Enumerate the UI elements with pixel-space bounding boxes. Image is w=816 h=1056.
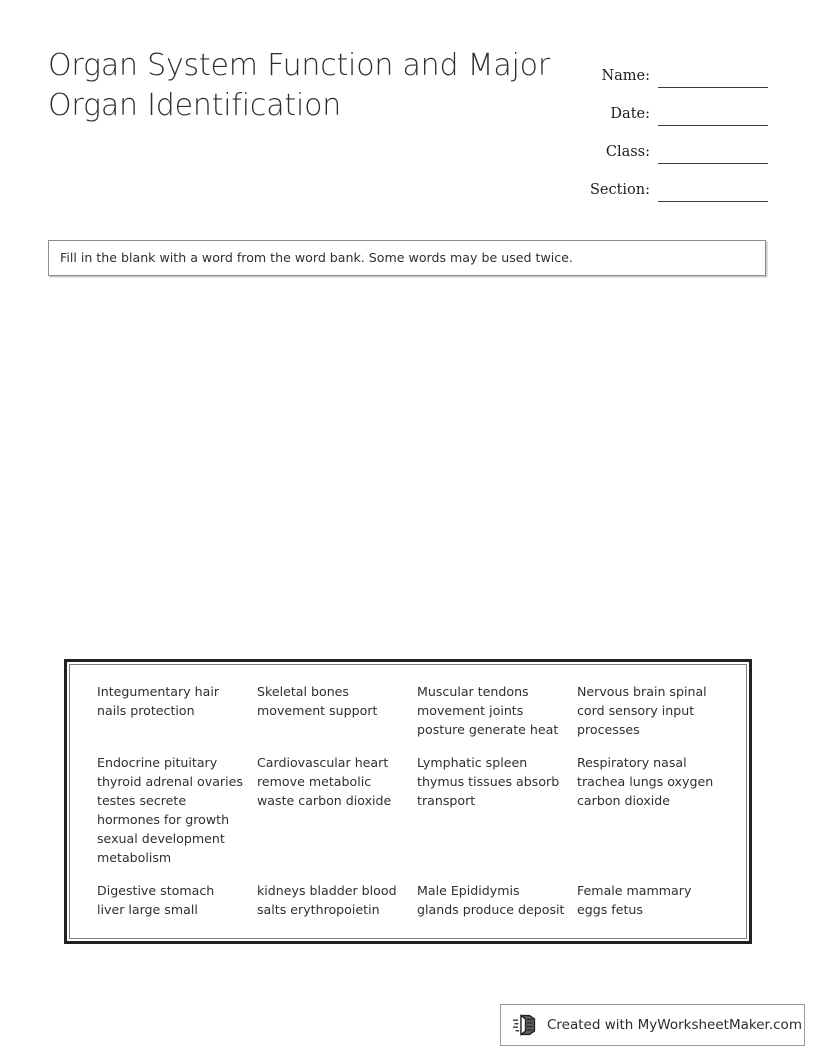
class-input-line[interactable]	[658, 141, 768, 164]
word-bank-cell[interactable]: Digestive stomach liver large small	[97, 883, 215, 917]
date-input-line[interactable]	[658, 103, 768, 126]
word-bank-cell[interactable]: Lymphatic spleen thymus tissues absorb transport	[417, 755, 560, 808]
word-bank	[64, 659, 752, 944]
word-bank-cell[interactable]: Respiratory nasal trachea lungs oxygen carbon dioxide	[577, 755, 714, 808]
word-bank-row	[70, 746, 746, 874]
word-bank-inner	[69, 664, 747, 939]
name-input-line[interactable]	[658, 65, 768, 88]
word-bank-row	[70, 874, 746, 926]
student-info-fields	[548, 50, 768, 202]
word-bank-cell[interactable]: Nervous brain spinal cord sensory input processes	[577, 684, 707, 737]
section-input-line[interactable]	[658, 179, 768, 202]
word-bank-row	[70, 675, 746, 746]
footer-attribution-text: Created with MyWorksheetMaker.com	[547, 1017, 802, 1033]
meta-row-name	[548, 50, 768, 88]
word-bank-cell[interactable]: Skeletal bones movement support	[257, 684, 378, 718]
meta-row-class	[548, 126, 768, 164]
page-title: Organ System Function and Major Organ Identification	[48, 48, 550, 123]
word-bank-cell[interactable]: Muscular tendons movement joints posture generate heat	[417, 684, 559, 737]
worksheet-answer-area[interactable]	[48, 290, 766, 650]
section-label: Section:	[589, 182, 650, 198]
word-bank-cell[interactable]: Male Epididymis glands produce deposit	[417, 883, 565, 917]
footer-attribution-badge[interactable]	[500, 1004, 805, 1046]
word-bank-cell[interactable]: Female mammary eggs fetus	[577, 883, 692, 917]
meta-row-section	[548, 164, 768, 202]
instruction-box	[48, 240, 766, 276]
name-label: Name:	[601, 68, 650, 84]
instruction-text: Fill in the blank with a word from the word bank. Some words may be used twice.	[60, 250, 573, 265]
word-bank-cell[interactable]: Integumentary hair nails protection	[97, 684, 220, 718]
word-bank-cell[interactable]: Cardiovascular heart remove metabolic waste carbon dioxide	[257, 755, 392, 808]
date-label: Date:	[610, 106, 650, 122]
worksheet-maker-logo-icon	[513, 1013, 539, 1037]
meta-row-date	[548, 88, 768, 126]
word-bank-cell[interactable]: Endocrine pituitary thyroid adrenal ovaries testes secrete hormones for growth sexual development metabolism	[97, 755, 243, 865]
word-bank-cell[interactable]: kidneys bladder blood salts erythropoietin	[257, 883, 397, 917]
class-label: Class:	[605, 144, 650, 160]
page-header	[0, 0, 816, 210]
